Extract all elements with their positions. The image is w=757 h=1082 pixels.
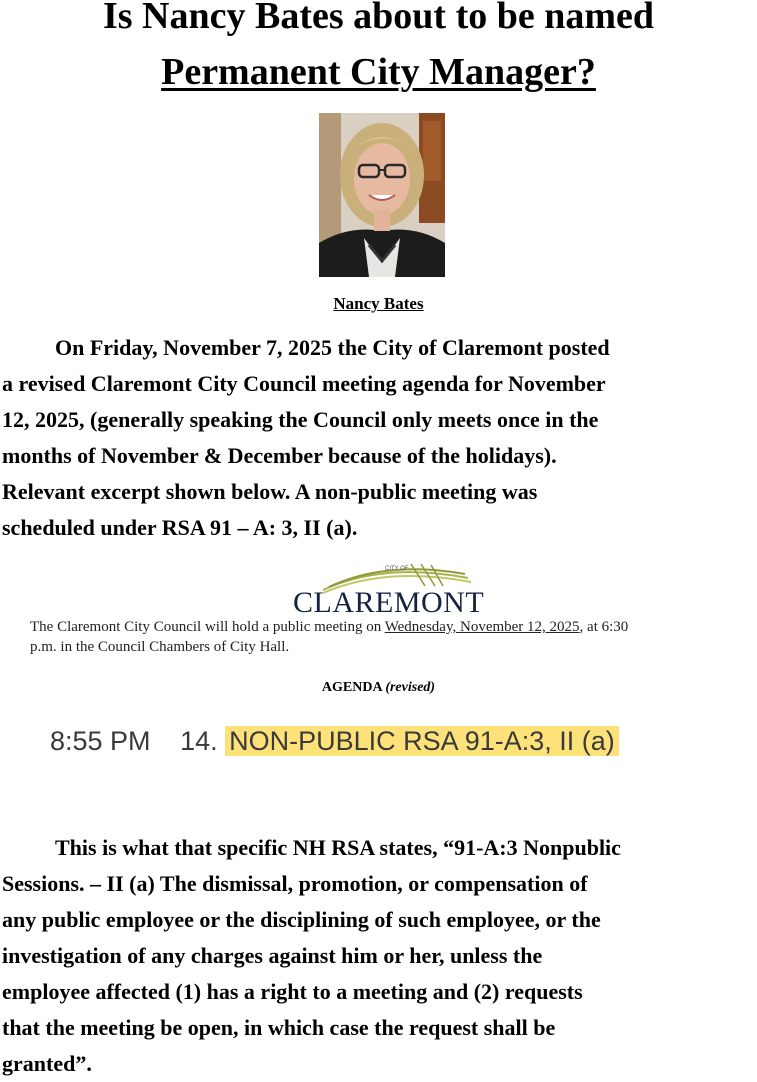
notice-text: The Claremont City Council will hold a public meeting on [30,619,385,635]
nancy-bates-photo [319,113,445,277]
agenda-item-number: 14. [180,726,218,756]
logo-small-text: CITY OF [385,566,409,572]
headline-line-1: Is Nancy Bates about to be named [102,0,655,37]
paragraph-intro [2,330,757,546]
paragraph-line: employee affected (1) has a right to a meeting and (2) requests [2,979,583,1004]
headline-line-2: Permanent City Manager? [161,51,596,93]
notice-date: Wednesday, November 12, 2025 [384,619,580,635]
notice-text: p.m. in the Council Chambers of City Hall. [30,639,290,655]
meeting-notice [30,617,750,657]
paragraph-line: 12, 2025, (generally speaking the Council only meets once in the [2,407,599,432]
agenda-label: AGENDA [321,680,382,695]
agenda-item-text: NON-PUBLIC RSA 91-A:3, II (a) [225,726,619,756]
paragraph-line: a revised Claremont City Council meeting agenda for November [2,371,606,396]
paragraph-line: any public employee or the disciplining of such employee, or the [2,907,601,932]
agenda-item-14 [50,721,619,761]
paragraph-line: On Friday, November 7, 2025 the City of Claremont posted [55,335,610,360]
paragraph-rsa-quote [2,830,757,1082]
claremont-logo [293,560,485,620]
photo-caption: Nancy Bates [333,294,424,313]
paragraph-line: Relevant excerpt shown below. A non-public meeting was [2,479,538,504]
paragraph-line: Sessions. – II (a) The dismissal, promotion, or compensation of [2,871,588,896]
logo-wordmark: CLAREMONT [293,586,485,619]
agenda-heading [0,680,757,696]
paragraph-line: granted”. [2,1051,92,1076]
paragraph-line: months of November & December because of the holidays). [2,443,557,468]
agenda-revised: (revised) [385,680,436,695]
notice-text: , at 6:30 [579,619,629,635]
paragraph-line: that the meeting be open, in which case the request shall be [2,1015,556,1040]
paragraph-line: investigation of any charges against him or her, unless the [2,943,543,968]
agenda-item-time: 8:55 PM [50,726,151,756]
paragraph-line: scheduled under RSA 91 – A: 3, II (a). [2,515,358,540]
paragraph-line: This is what that specific NH RSA states, “91-A:3 Nonpublic [55,835,621,860]
